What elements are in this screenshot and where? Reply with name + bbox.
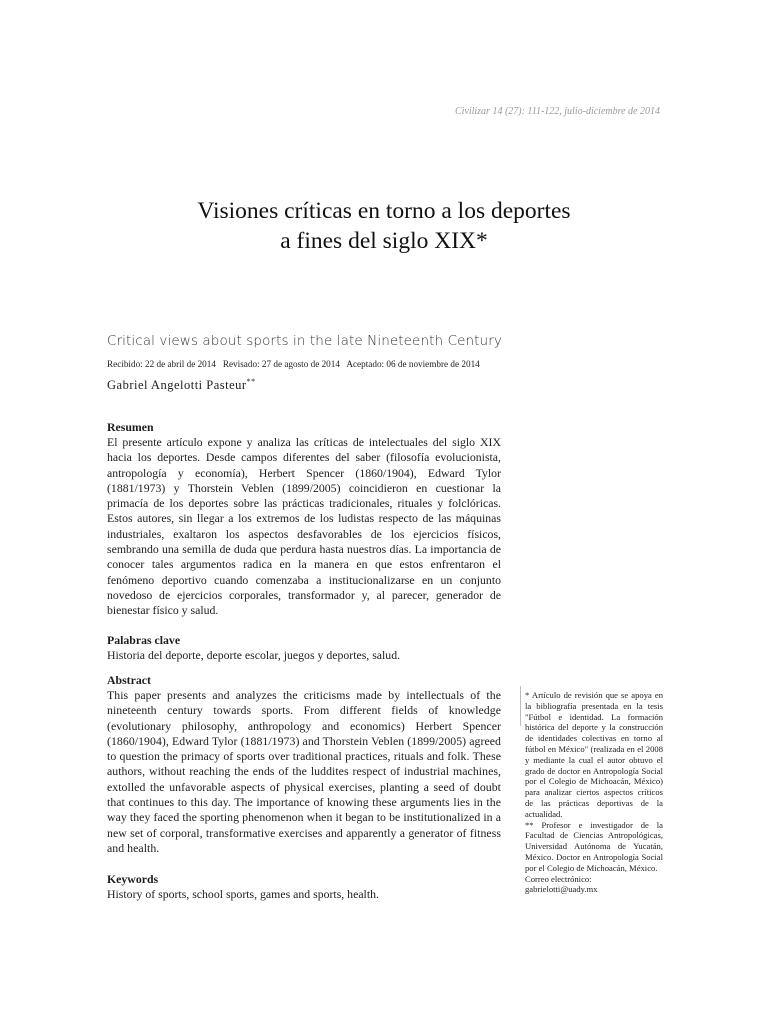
article-title: [0, 196, 768, 256]
resumen-text: El presente artículo expone y analiza las críticas de intelectuales del siglo XIX hacia los deportes. Desde campos diferentes del saber (filosofía evolucionista, antropología y economía), Herbert Spencer (1860/1904), Edward Tylor (1881/1973) y Thorstein Veblen (1899/2005) coincidieron en cuestionar la primacía de los deportes sobre las prácticas tradicionales, rituales y folclóricas. Estos autores, sin llegar a los extremos de los ludistas respecto de las máquinas industriales, exaltaron los aspectos desfavorables de los ejercicios físicos, sembrando una semilla de duda que perdura hasta nuestros días. La importancia de conocer tales argumentos radica en la manera en que estos enfrentaron el fenómeno deportivo cuando comenzaba a institucionalizarse en un conjunto novedoso de ejercicios corporales, transformador y, al parecer, generador de bienestar físico y salud.: [107, 435, 501, 618]
article-title-line-1: Visiones críticas en torno a los deportes: [197, 198, 571, 224]
article-title-line-2: a fines del siglo XIX*: [280, 228, 488, 254]
footnote-1: * Artículo de revisión que se apoya en la bibliografía presentada en la tesis "Fútbol e identidad. La formación histórica del deporte y la construcción de identidades colectivas en torno al fútbol en México" (realizada en el 2008 y mediante la cual el autor obtuvo el grado de doctor en Antropología Social por el Colegio de Michoacán, México) para analizar ciertos aspectos críticos de las prácticas deportivas de la actualidad.: [525, 690, 663, 819]
resumen-heading: Resumen: [107, 420, 154, 434]
footnote-divider: [520, 686, 521, 726]
author-footnote-mark: **: [246, 377, 256, 386]
keywords-section: [107, 872, 501, 902]
footnote-email[interactable]: gabrielotti@uady.mx: [525, 884, 598, 895]
abstract-heading: Abstract: [107, 673, 151, 687]
palabras-clave-section: [107, 633, 501, 663]
author-name: Gabriel Angelotti Pasteur: [107, 378, 247, 393]
keywords-heading: Keywords: [107, 872, 159, 886]
journal-citation: Civilizar 14 (27): 111-122, julio-diciembre de 2014: [454, 106, 660, 117]
footnote-email-label: Correo electrónico:: [525, 873, 592, 884]
footnotes-column: [525, 690, 663, 895]
footnote-2: ** Profesor e investigador de la Facultad de Ciencias Antropológicas, Universidad Autónoma de Yucatán, México. Doctor en Antropología Social por el Colegio de Michoacán, México.: [525, 819, 663, 873]
resumen-section: [107, 420, 501, 619]
palabras-clave-heading: Palabras clave: [107, 633, 181, 647]
palabras-clave-text: Historia del deporte, deporte escolar, juegos y deportes, salud.: [107, 648, 401, 662]
author-line: [107, 377, 256, 393]
keywords-text: History of sports, school sports, games and sports, health.: [107, 887, 379, 901]
abstract-section: [107, 673, 501, 856]
submission-dates: Recibido: 22 de abril de 2014 Revisado: 27 de agosto de 2014 Aceptado: 06 de noviembre de 2014: [107, 359, 480, 369]
abstract-text: This paper presents and analyzes the criticisms made by intellectuals of the nineteenth century towards sports. From different fields of knowledge (evolutionary philosophy, anthropology and economics) Herbert Spencer (1860/1904), Edward Tylor (1881/1973) and Thorstein Veblen (1899/2005) agreed to question the primacy of sports over traditional practices, rituals and folk. These authors, without reaching the ends of the luddites respect of industrial machines, extolled the unfavorable aspects of physical exercises, planting a seed of doubt that continues to this day. The importance of knowing these arguments lies in the way they faced the sporting phenomenon when it began to be institutionalized in a new set of corporal, transformative exercises and apparently a generator of fitness and health.: [107, 688, 501, 855]
english-title: Critical views about sports in the late Nineteenth Century: [107, 333, 502, 349]
